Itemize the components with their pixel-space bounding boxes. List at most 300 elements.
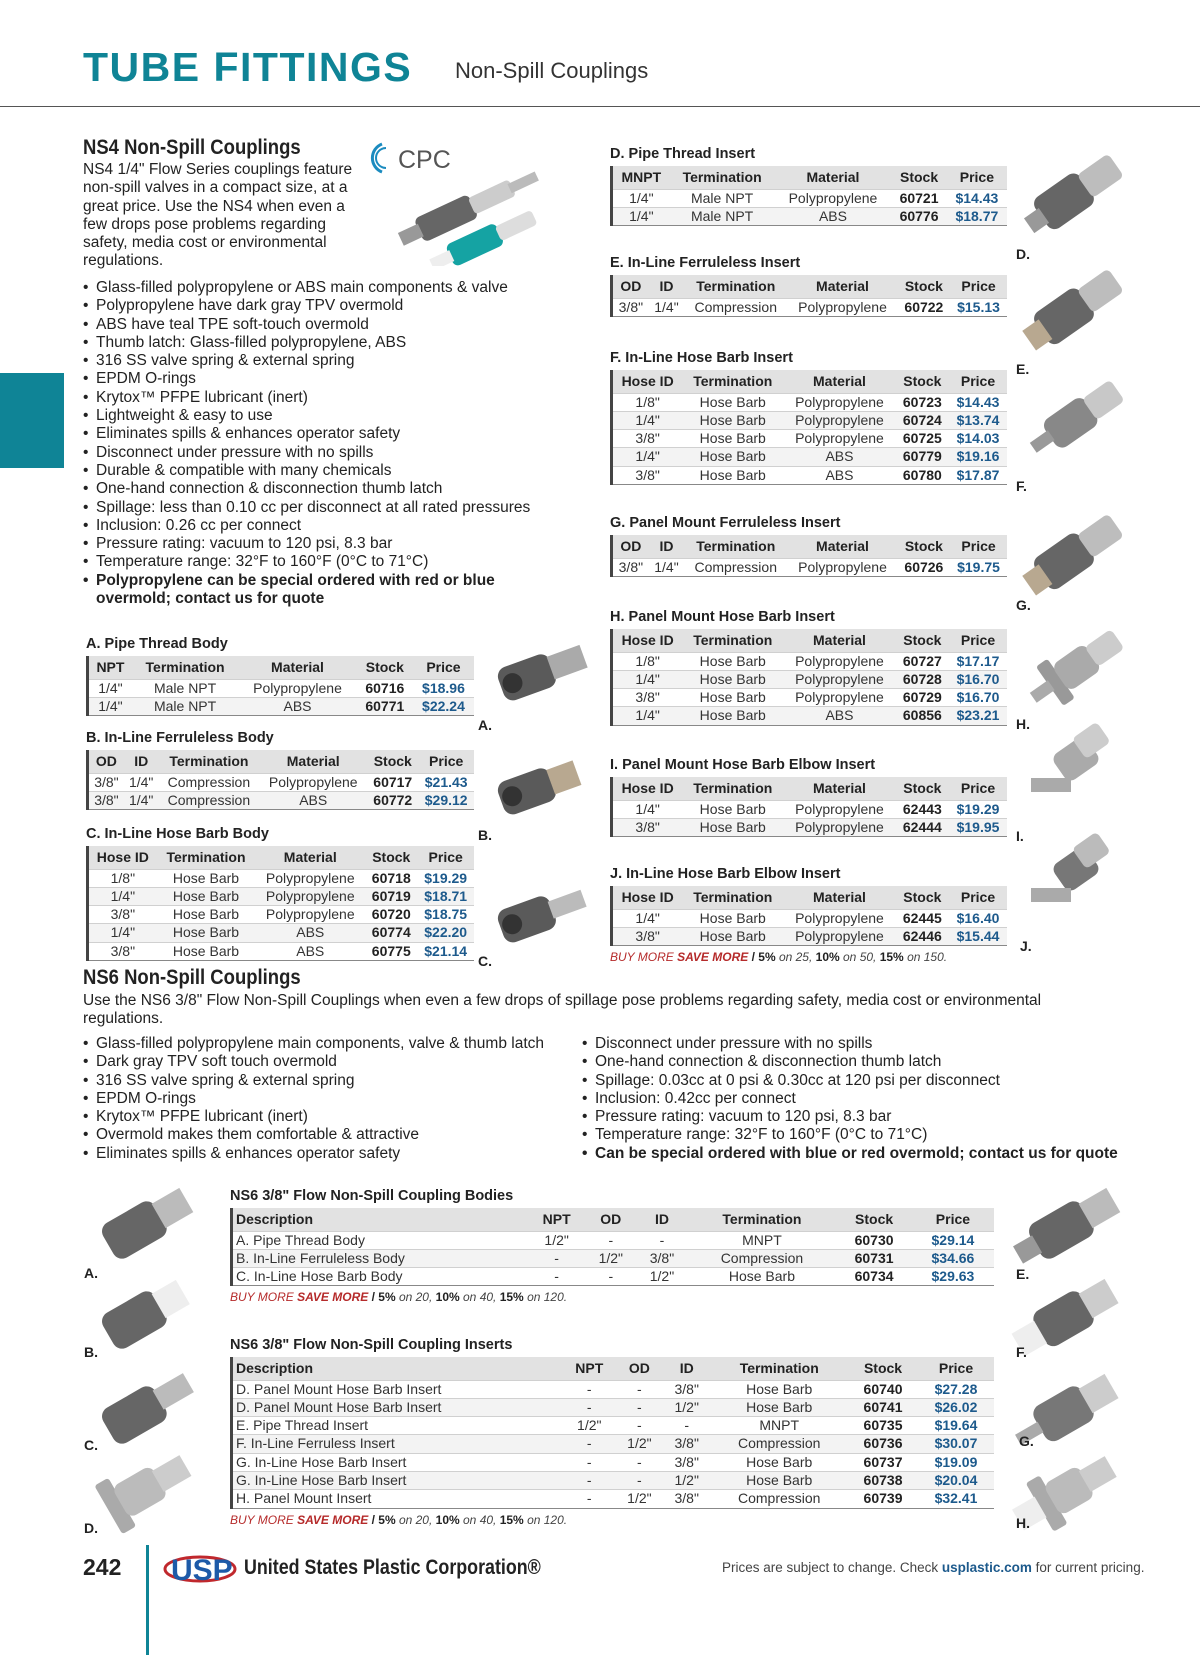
item-description: Pipe Thread Body	[253, 1231, 365, 1248]
table-cell: -	[585, 1231, 636, 1249]
table-row	[612, 393, 1008, 411]
table-cell: $22.24	[413, 697, 474, 715]
column-header: Stock	[891, 166, 946, 189]
table-cell: 3/8"	[612, 689, 683, 707]
table-cell: $29.63	[912, 1268, 994, 1286]
table-f	[610, 370, 1007, 485]
page-title: TUBE FITTINGS	[83, 44, 413, 90]
column-header: Hose ID	[612, 886, 683, 909]
column-header: Material	[783, 370, 895, 393]
table-row	[612, 707, 1008, 725]
column-header: Price	[949, 886, 1007, 909]
table-header-row	[88, 846, 475, 869]
table-e-title: E. In-Line Ferruleless Insert	[610, 255, 801, 271]
table-cell: MNPT	[710, 1417, 848, 1435]
table-cell: 3/8"	[663, 1380, 710, 1398]
column-header: Stock	[896, 629, 949, 652]
table-cell: 60780	[896, 466, 949, 484]
table-cell: -	[563, 1490, 616, 1508]
description-cell	[232, 1417, 563, 1435]
column-header: Hose ID	[612, 629, 683, 652]
table-header-row	[612, 535, 1008, 558]
column-header: Termination	[682, 886, 783, 909]
feature-item: • EPDM O-rings	[83, 370, 573, 388]
table-d	[610, 166, 1007, 226]
column-header: OD	[616, 1357, 663, 1380]
photo-j-label: J.	[1020, 938, 1032, 954]
column-header: ID	[663, 1357, 710, 1380]
table-cell: Hose Barb	[682, 466, 783, 484]
table-cell: Polypropylene	[787, 558, 897, 576]
table-cell: 60717	[367, 773, 418, 791]
table-row	[612, 670, 1008, 688]
table-c	[86, 846, 474, 961]
table-cell: $14.03	[949, 430, 1007, 448]
column-header: Material	[259, 750, 367, 773]
ns6-inserts-section	[230, 1337, 994, 1527]
photo-c-label: C.	[478, 953, 492, 969]
column-header: Termination	[159, 750, 260, 773]
column-header: NPT	[88, 656, 132, 679]
table-cell: $18.77	[947, 207, 1007, 225]
ns4-title: NS4 Non-Spill Couplings	[83, 136, 301, 159]
table-cell: Hose Barb	[157, 906, 256, 924]
column-header: Material	[775, 166, 892, 189]
column-header: OD	[585, 1208, 636, 1231]
table-j	[610, 886, 1007, 946]
table-header-row	[612, 275, 1008, 298]
table-cell: $29.14	[912, 1231, 994, 1249]
table-b-section	[86, 730, 474, 810]
table-cell: $19.29	[417, 869, 474, 887]
table-header-row	[612, 886, 1008, 909]
table-cell: Hose Barb	[157, 942, 256, 960]
column-header: Stock	[836, 1208, 912, 1231]
column-header: Stock	[898, 275, 950, 298]
table-row	[88, 906, 475, 924]
table-cell: 60740	[848, 1380, 918, 1398]
table-row	[232, 1398, 995, 1416]
table-cell: -	[616, 1471, 663, 1489]
table-d-title: D. Pipe Thread Insert	[610, 146, 756, 162]
ns4-intro: NS4 1/4" Flow Series couplings feature non-spill valves in a compact size, at a great price. Use the NS4 when even a few drops pose problems regarding safety, media cost or environmental regulations.	[83, 161, 353, 270]
table-cell: -	[528, 1249, 585, 1267]
usp-logo-text: USP	[171, 1554, 233, 1587]
table-cell: $16.70	[949, 670, 1007, 688]
table-cell: Hose Barb	[688, 1268, 837, 1286]
item-letter: C.	[236, 1268, 250, 1285]
table-row	[612, 927, 1008, 945]
ns4-feature-list	[83, 279, 573, 608]
table-cell: 3/8"	[612, 298, 649, 316]
column-header: Hose ID	[612, 370, 683, 393]
table-row	[88, 697, 475, 715]
table-cell: Polypropylene	[783, 818, 895, 836]
table-cell: Hose Barb	[682, 411, 783, 429]
table-cell: $30.07	[918, 1435, 994, 1453]
feature-item: • Thumb latch: Glass-filled polypropylene, ABS	[83, 334, 573, 352]
column-header: Termination	[710, 1357, 848, 1380]
table-cell: 60718	[365, 869, 417, 887]
table-row	[612, 448, 1008, 466]
column-header: Hose ID	[88, 846, 157, 869]
table-row	[232, 1435, 995, 1453]
table-cell: $16.40	[949, 909, 1007, 927]
item-letter: F.	[236, 1435, 247, 1452]
column-header: Price	[413, 656, 474, 679]
photo-b	[488, 745, 593, 825]
table-i-section	[610, 757, 1007, 837]
table-cell: Hose Barb	[157, 924, 256, 942]
item-letter: G.	[236, 1453, 251, 1470]
feature-item: • Glass-filled polypropylene or ABS main components & valve	[83, 279, 573, 297]
table-a-section	[86, 636, 474, 716]
feature-item: • ABS have teal TPE soft-touch overmold	[83, 316, 573, 334]
table-cell: $21.14	[417, 942, 474, 960]
table-cell: 1/2"	[585, 1249, 636, 1267]
table-cell: 1/4"	[88, 697, 132, 715]
item-letter: G.	[236, 1471, 251, 1488]
table-cell: 60728	[896, 670, 949, 688]
table-cell: 60737	[848, 1453, 918, 1471]
column-header: Price	[949, 629, 1007, 652]
column-header: Price	[918, 1357, 994, 1380]
table-cell: -	[616, 1380, 663, 1398]
feature-item: • Lightweight & easy to use	[83, 407, 573, 425]
table-row	[612, 909, 1008, 927]
table-j-title: J. In-Line Hose Barb Elbow Insert	[610, 866, 841, 882]
table-cell: -	[585, 1268, 636, 1286]
ns4-buy-more: BUY MORE SAVE MORE / 5% on 25, 10% on 50, 15% on 150.	[610, 950, 948, 965]
photo-g-label: G.	[1016, 597, 1031, 613]
table-cell: 3/8"	[612, 927, 683, 945]
table-cell: $19.09	[918, 1453, 994, 1471]
table-cell: 60734	[836, 1268, 912, 1286]
feature-item: • Krytox™ PFPE lubricant (inert)	[83, 389, 573, 407]
ns6-bodies-section	[230, 1188, 994, 1304]
table-cell: 1/4"	[649, 298, 684, 316]
table-cell: ABS	[238, 697, 356, 715]
table-cell: 1/4"	[612, 207, 670, 225]
table-cell: $18.71	[417, 887, 474, 905]
table-cell: ABS	[783, 448, 895, 466]
page-subtitle: Non-Spill Couplings	[455, 58, 649, 83]
table-cell: 60724	[896, 411, 949, 429]
ns6-photo-d-label: D.	[84, 1520, 98, 1536]
table-cell: 1/4"	[612, 800, 683, 818]
table-cell: $18.96	[413, 679, 474, 697]
table-cell: $17.17	[949, 652, 1007, 670]
table-cell: 1/4"	[612, 448, 683, 466]
table-i-title: I. Panel Mount Hose Barb Elbow Insert	[610, 757, 876, 773]
table-header-row	[88, 656, 475, 679]
table-cell: 1/4"	[88, 924, 157, 942]
column-header: MNPT	[612, 166, 670, 189]
cpc-logo-text: CPC	[398, 146, 451, 174]
feature-item: • Polypropylene have dark gray TPV overmold	[83, 297, 573, 315]
table-cell: Polypropylene	[783, 411, 895, 429]
column-header: Price	[417, 846, 474, 869]
table-cell: 1/4"	[612, 670, 683, 688]
table-cell: 60721	[891, 189, 946, 207]
ns6-photo-c-label: C.	[84, 1437, 98, 1453]
ns6-photo-h-label: H.	[1016, 1515, 1030, 1531]
feature-item: • Temperature range: 32°F to 160°F (0°C to 71°C)	[83, 553, 573, 571]
table-row	[232, 1490, 995, 1508]
table-header-row	[232, 1357, 995, 1380]
table-row	[232, 1231, 995, 1249]
table-h	[610, 629, 1007, 726]
table-cell: 62445	[896, 909, 949, 927]
column-header: Price	[418, 750, 474, 773]
table-cell: Polypropylene	[259, 773, 367, 791]
column-header: OD	[612, 535, 649, 558]
ns6-inserts-title: NS6 3/8" Flow Non-Spill Coupling Inserts	[230, 1337, 513, 1353]
ns6-photo-e-label: E.	[1016, 1266, 1030, 1282]
column-header: Termination	[157, 846, 256, 869]
table-c-title: C. In-Line Hose Barb Body	[86, 826, 269, 842]
table-d-section	[610, 146, 1007, 226]
item-description: Panel Mount Hose Barb Insert	[253, 1398, 442, 1415]
feature-item: • Disconnect under pressure with no spills	[582, 1035, 1157, 1053]
footer-divider	[146, 1545, 149, 1655]
table-cell: $20.04	[918, 1471, 994, 1489]
column-header: NPT	[528, 1208, 585, 1231]
table-row	[88, 869, 475, 887]
description-cell	[232, 1231, 529, 1249]
table-cell: Polypropylene	[255, 869, 365, 887]
table-cell: Hose Barb	[710, 1453, 848, 1471]
column-header: Termination	[682, 629, 783, 652]
column-header: ID	[649, 275, 684, 298]
feature-item: • Inclusion: 0.26 cc per connect	[83, 517, 573, 535]
description-cell	[232, 1490, 563, 1508]
table-cell: 3/8"	[612, 818, 683, 836]
ns6-photos-right	[1010, 1175, 1140, 1535]
item-letter: E.	[236, 1417, 250, 1434]
table-row	[232, 1268, 995, 1286]
table-cell: ABS	[255, 942, 365, 960]
feature-item: • EPDM O-rings	[83, 1090, 573, 1108]
table-row	[612, 689, 1008, 707]
table-row	[88, 773, 475, 791]
table-row	[88, 924, 475, 942]
table-cell: 60771	[357, 697, 413, 715]
table-cell: 60739	[848, 1490, 918, 1508]
table-cell: Polypropylene	[775, 189, 892, 207]
table-cell: $14.43	[949, 393, 1007, 411]
table-cell: 1/4"	[612, 411, 683, 429]
website-link[interactable]: usplastic.com	[941, 1560, 1032, 1575]
column-header: Material	[255, 846, 365, 869]
table-row	[612, 800, 1008, 818]
pricing-note: Prices are subject to change. Check usplastic.com for current pricing.	[722, 1560, 1145, 1575]
table-cell: $19.29	[949, 800, 1007, 818]
ns6-photo-g-label: G.	[1019, 1433, 1034, 1449]
ns6-title: NS6 Non-Spill Couplings	[83, 966, 301, 989]
table-cell: Polypropylene	[783, 689, 895, 707]
table-cell: Polypropylene	[255, 906, 365, 924]
photo-e-label: E.	[1016, 361, 1030, 377]
table-h-title: H. Panel Mount Hose Barb Insert	[610, 609, 835, 625]
table-cell: 62443	[896, 800, 949, 818]
column-header: Material	[787, 535, 897, 558]
table-cell: 1/2"	[563, 1417, 616, 1435]
item-description: In-Line Ferruleless Body	[253, 1249, 405, 1266]
table-row	[232, 1453, 995, 1471]
photo-i-label: I.	[1016, 828, 1024, 844]
photo-d-label: D.	[1016, 246, 1030, 262]
table-cell: 60719	[365, 887, 417, 905]
table-cell: 1/4"	[124, 773, 159, 791]
table-cell: ABS	[783, 466, 895, 484]
table-b-title: B. In-Line Ferruleless Body	[86, 730, 274, 746]
table-cell: 3/8"	[88, 942, 157, 960]
column-header: ID	[649, 535, 684, 558]
table-cell: $22.20	[417, 924, 474, 942]
table-cell: ABS	[783, 707, 895, 725]
photo-h-label: H.	[1016, 716, 1030, 732]
column-header: Description	[232, 1357, 563, 1380]
column-header: Termination	[684, 275, 787, 298]
table-cell: $34.66	[912, 1249, 994, 1267]
table-cell: $27.28	[918, 1380, 994, 1398]
table-cell: Polypropylene	[783, 800, 895, 818]
ns6-inserts-table	[230, 1357, 994, 1509]
table-row	[612, 466, 1008, 484]
table-cell: 3/8"	[663, 1453, 710, 1471]
table-cell: Hose Barb	[682, 689, 783, 707]
table-cell: Hose Barb	[682, 927, 783, 945]
table-header-row	[612, 166, 1008, 189]
table-cell: -	[636, 1231, 687, 1249]
table-cell: 62446	[896, 927, 949, 945]
table-cell: 3/8"	[88, 906, 157, 924]
table-cell: $15.13	[950, 298, 1007, 316]
table-cell: 3/8"	[663, 1435, 710, 1453]
description-cell	[232, 1453, 563, 1471]
table-cell: 1/2"	[663, 1471, 710, 1489]
item-letter: B.	[236, 1249, 250, 1266]
feature-item: • Glass-filled polypropylene main components, valve & thumb latch	[83, 1035, 573, 1053]
table-cell: 1/4"	[124, 791, 159, 809]
column-header: Termination	[132, 656, 238, 679]
feature-item: • Pressure rating: vacuum to 120 psi, 8.3 bar	[83, 535, 573, 553]
table-row	[612, 430, 1008, 448]
table-cell: Hose Barb	[710, 1471, 848, 1489]
table-b	[86, 750, 474, 810]
table-cell: 3/8"	[612, 430, 683, 448]
table-row	[88, 942, 475, 960]
table-cell: Compression	[159, 773, 260, 791]
table-cell: Polypropylene	[783, 927, 895, 945]
table-row	[612, 558, 1008, 576]
table-cell: Polypropylene	[787, 298, 897, 316]
column-header: Price	[949, 370, 1007, 393]
table-header-row	[612, 777, 1008, 800]
table-cell: -	[563, 1453, 616, 1471]
table-cell: 60738	[848, 1471, 918, 1489]
table-cell: $16.70	[949, 689, 1007, 707]
column-header: Termination	[682, 777, 783, 800]
side-tab-marker	[0, 373, 64, 468]
description-cell	[232, 1398, 563, 1416]
table-cell: 3/8"	[612, 558, 649, 576]
table-row	[88, 791, 475, 809]
column-header: Stock	[367, 750, 418, 773]
ns6-feature-list-right	[582, 1035, 1157, 1163]
column-header: Termination	[670, 166, 775, 189]
table-cell: 1/2"	[616, 1490, 663, 1508]
table-cell: 60772	[367, 791, 418, 809]
table-cell: Hose Barb	[710, 1398, 848, 1416]
table-cell: Polypropylene	[783, 670, 895, 688]
table-g	[610, 535, 1007, 577]
table-f-section	[610, 350, 1007, 485]
table-cell: -	[563, 1398, 616, 1416]
table-i	[610, 777, 1007, 837]
table-f-title: F. In-Line Hose Barb Insert	[610, 350, 793, 366]
table-cell: Polypropylene	[783, 430, 895, 448]
table-cell: Compression	[710, 1435, 848, 1453]
table-cell: Hose Barb	[682, 652, 783, 670]
company-name: United States Plastic Corporation®	[244, 1556, 541, 1579]
column-header: Stock	[365, 846, 417, 869]
column-header: OD	[612, 275, 649, 298]
table-row	[612, 652, 1008, 670]
table-cell: Hose Barb	[710, 1380, 848, 1398]
feature-item: • Spillage: 0.03cc at 0 psi & 0.30cc at 120 psi per disconnect	[582, 1072, 1157, 1090]
table-cell: $29.12	[418, 791, 474, 809]
table-cell: 60735	[848, 1417, 918, 1435]
table-header-row	[88, 750, 475, 773]
table-j-section	[610, 866, 1007, 964]
column-header: Stock	[896, 370, 949, 393]
column-header: Termination	[684, 535, 787, 558]
table-header-row	[232, 1208, 995, 1231]
table-cell: 60741	[848, 1398, 918, 1416]
column-header: Stock	[848, 1357, 918, 1380]
item-description: Pipe Thread Insert	[253, 1417, 369, 1434]
table-cell: Hose Barb	[682, 909, 783, 927]
description-cell	[232, 1471, 563, 1489]
feature-item: • Krytox™ PFPE lubricant (inert)	[83, 1108, 573, 1126]
column-header: Price	[912, 1208, 994, 1231]
table-cell: 3/8"	[88, 791, 124, 809]
column-header: Material	[783, 886, 895, 909]
feature-item: • 316 SS valve spring & external spring	[83, 1072, 573, 1090]
photo-c	[488, 873, 593, 953]
table-cell: $15.44	[949, 927, 1007, 945]
table-cell: 1/2"	[528, 1231, 585, 1249]
column-header: Stock	[898, 535, 950, 558]
feature-item: • Pressure rating: vacuum to 120 psi, 8.3 bar	[582, 1108, 1157, 1126]
feature-item: • Durable & compatible with many chemicals	[83, 462, 573, 480]
ns4-product-photo	[395, 146, 583, 266]
item-description: In-Line Hose Barb Insert	[254, 1471, 407, 1488]
table-cell: Compression	[710, 1490, 848, 1508]
table-cell: 60775	[365, 942, 417, 960]
item-description: In-Line Hose Barb Body	[253, 1268, 403, 1285]
table-cell: $26.02	[918, 1398, 994, 1416]
page-number: 242	[83, 1554, 122, 1580]
feature-item: • Dark gray TPV soft touch overmold	[83, 1053, 573, 1071]
table-cell: 1/2"	[636, 1268, 687, 1286]
item-description: In-Line Hose Barb Insert	[254, 1453, 407, 1470]
table-cell: 60776	[891, 207, 946, 225]
table-cell: 60731	[836, 1249, 912, 1267]
table-cell: $32.41	[918, 1490, 994, 1508]
